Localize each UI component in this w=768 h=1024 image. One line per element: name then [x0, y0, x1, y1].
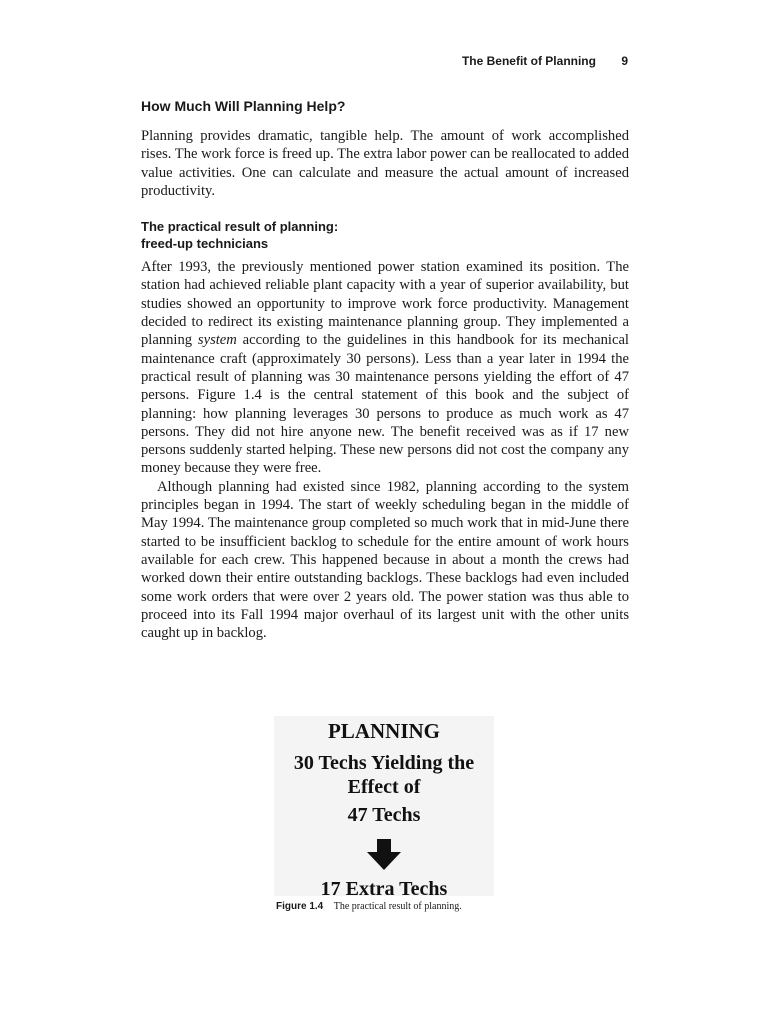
figure-caption — [276, 901, 462, 912]
para1-text-a: After 1993, the previously mentioned power station examined its position. The station had achieved reliable plant capacity with a year of superior availability, but studies showed an opportunity to improve work force productivity. Management decided to redirect its existing maintenance planning group. They implemented a planning — [141, 259, 629, 349]
figure-line-3: Effect of — [347, 776, 421, 798]
subsection-heading-line1: The practical result of planning: — [141, 219, 339, 235]
subsection-heading — [141, 218, 629, 252]
main-content — [141, 96, 629, 642]
page-number: 9 — [621, 54, 628, 68]
figure-caption-text: The practical result of planning. — [333, 901, 462, 912]
intro-paragraph: Planning provides dramatic, tangible help. The amount of work accomplished rises. The work force is freed up. The extra labor power can be reallocated to added value activities. One can calculate and measure the actual amount of increased productivity. — [141, 128, 629, 199]
body-paragraph-2: Although planning had existed since 1982, planning according to the system principles began in 1994. The start of weekly scheduling began in the middle of May 1994. The maintenance group completed so much work that in mid-June there started to be insufficient backlog to schedule for the entire amount of work hours available for each crew. This happened because in about a month the crews had worked down their entire outstanding backlogs. These backlogs had even included some work orders that were over 2 years old. The power station was thus able to proceed into its Fall 1994 major overhaul of its largest unit with the other units caught up in backlog. — [141, 478, 629, 642]
down-arrow-icon — [274, 839, 494, 871]
subsection-heading-line2: freed-up technicians — [141, 236, 269, 252]
running-title: The Benefit of Planning — [461, 54, 596, 68]
section-heading: How Much Will Planning Help? — [141, 98, 346, 114]
para1-italic: system — [197, 332, 237, 349]
body-paragraph-1 — [141, 258, 629, 478]
para1-text-b: according to the guidelines in this handbook for its mechanical maintenance craft (approximately 30 persons). Less than a year later in 1994 the practical result of planning was 30 maintenance persons yielding the effort of 47 persons. Figure 1.4 is the central statement of this book and the subject of planning: how planning leverages 30 persons to produce as much work as 47 persons. They did not hire anyone new. The benefit received was as if 17 new persons suddenly started helping. These new persons did not cost the company any money because they were free. — [141, 332, 629, 477]
figure-1-4 — [274, 716, 494, 900]
running-header — [462, 54, 628, 68]
figure-caption-label: Figure 1.4 — [276, 901, 324, 912]
figure-title: PLANNING — [327, 719, 440, 743]
figure-line-2: 30 Techs Yielding the — [293, 752, 475, 774]
figure-result: 17 Extra Techs — [320, 878, 448, 900]
figure-line-4: 47 Techs — [347, 804, 421, 826]
